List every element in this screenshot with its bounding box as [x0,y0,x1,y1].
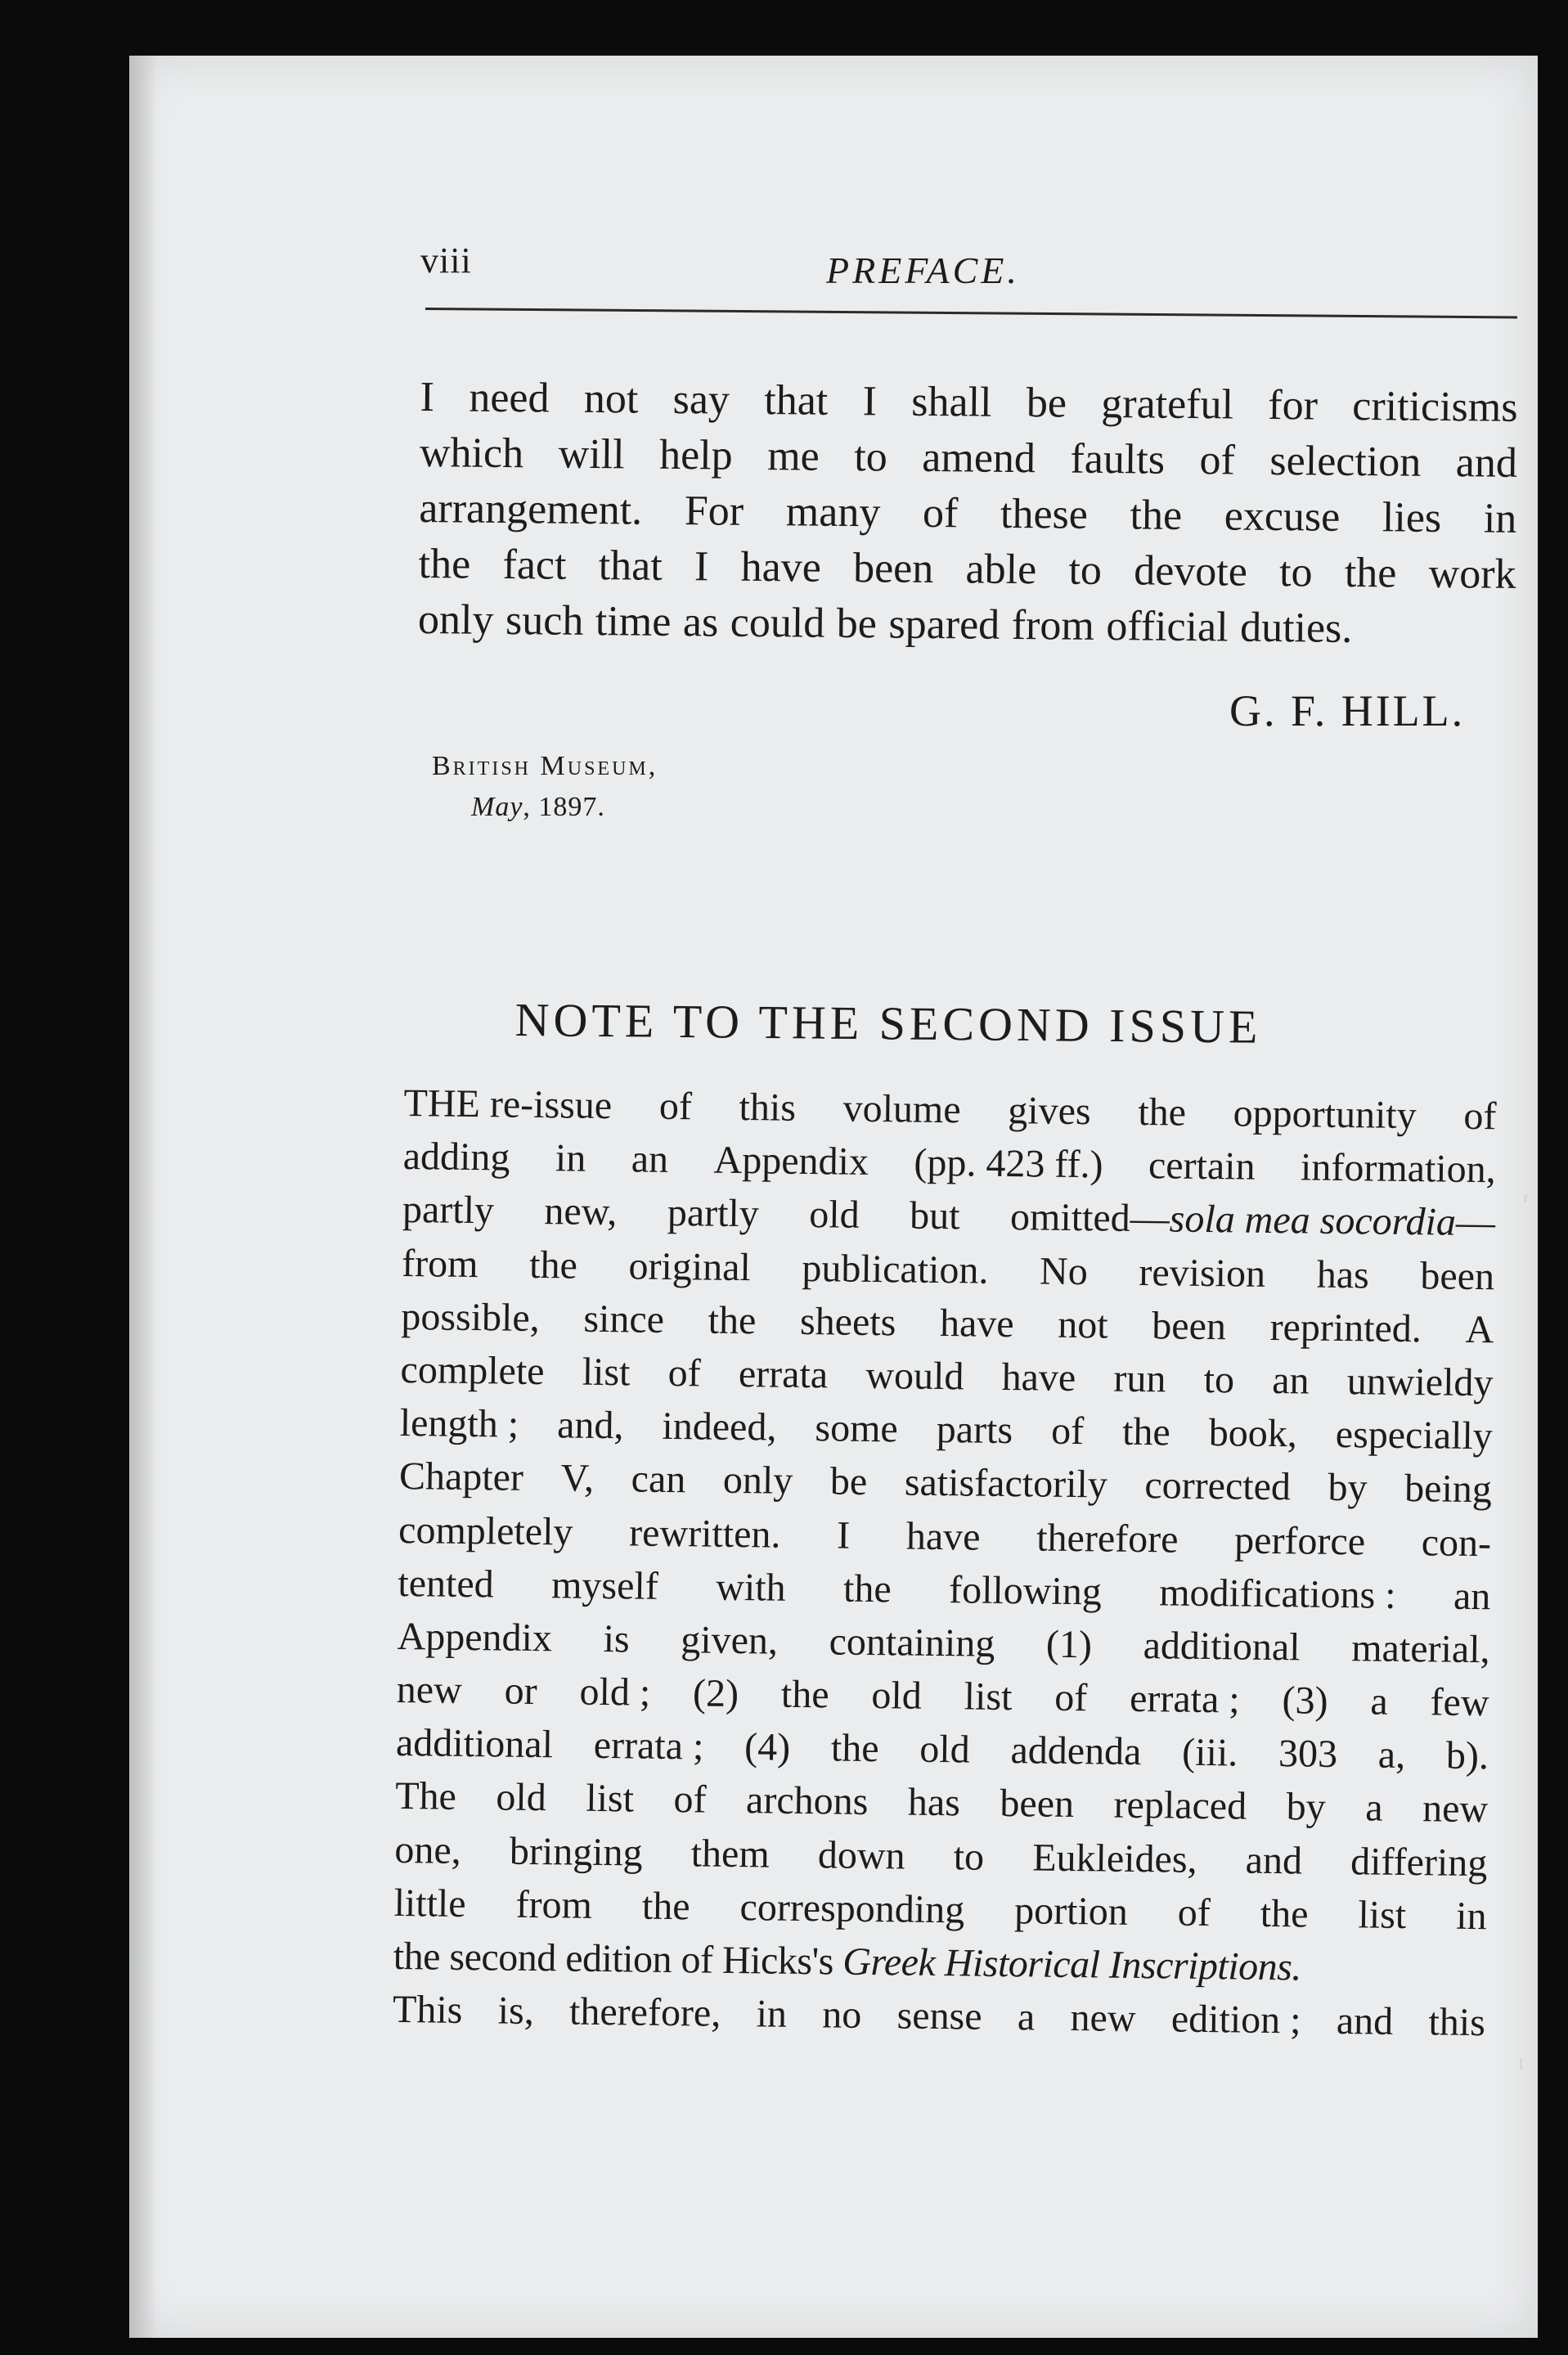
word: not [1058,1302,1108,1347]
word: list [582,1350,631,1395]
word: sense [896,1993,982,2038]
word: old [919,1728,971,1772]
word: of [922,489,959,537]
word: since [583,1297,665,1342]
word: faults [1070,435,1166,483]
word: by [1328,1466,1368,1510]
word: in [1455,1894,1487,1939]
word: the [1260,1891,1309,1936]
word: shall [911,378,992,426]
word: edition ; [1170,1997,1301,2043]
word: an [631,1137,669,1182]
author-signature: G. F. HILL. [1229,686,1466,735]
word: replaced [1113,1783,1247,1829]
word: modifications : [1158,1571,1396,1617]
word: material, [1350,1626,1490,1672]
word: work [1428,550,1516,598]
word: be [836,600,878,648]
word: the [1130,492,1183,539]
word: omitted—sola mea socordia— [1009,1195,1496,1245]
text-line [420,425,1518,492]
text-line [419,481,1517,547]
word: and [1245,1838,1303,1883]
word: this [1428,2000,1486,2045]
word: I [420,373,435,421]
word: only [722,1458,793,1503]
word: from [1011,601,1095,649]
page-number: viii [420,240,472,281]
word: This [392,1988,463,2033]
word: (pp. 423 ff.) [914,1140,1103,1187]
word: be [829,1459,868,1504]
word: fact [502,541,567,589]
word: partly [667,1191,760,1236]
word: these [1000,490,1089,538]
margin-mark [1520,2058,1522,2070]
word: be [1026,380,1067,427]
word: b). [1445,1733,1489,1778]
word: of [1054,1675,1088,1720]
word: of [673,1777,707,1822]
word: has [1316,1252,1370,1297]
header-rule [425,308,1517,318]
word: corrected [1144,1463,1292,1509]
word: say [672,375,730,424]
word: could [730,599,825,647]
word: tented [398,1561,495,1607]
word: to [1068,546,1103,595]
word: 303 [1278,1732,1338,1777]
word: bringing [509,1829,643,1875]
word: for [1268,381,1319,429]
word: book, [1208,1411,1298,1456]
word: been [852,545,934,593]
word: the [418,540,471,588]
word: grateful [1101,380,1234,429]
word: little [393,1881,466,1926]
word: especially [1335,1413,1494,1458]
word: down [817,1832,905,1878]
word: For [684,488,744,535]
word: selection [1269,437,1422,486]
word: some [815,1406,899,1451]
book-page [129,56,1538,2338]
word: old ; [579,1670,651,1715]
word: devote [1133,547,1248,595]
word: this [739,1085,797,1130]
word: complete [400,1347,545,1394]
word: The [394,1774,457,1819]
word: V, [560,1456,595,1501]
word: have [740,543,822,591]
word: would [865,1353,964,1399]
word: revision [1139,1250,1266,1296]
word: I [836,1513,851,1557]
word: one, [394,1827,462,1872]
word: in [1483,495,1517,542]
word: publication. [802,1246,989,1292]
word: (2) [692,1671,739,1716]
word: to [953,1834,985,1879]
word: many [785,488,881,537]
word: corresponding [739,1885,965,1932]
word: of [1199,437,1236,484]
word: in [756,1992,788,2036]
word: the [708,1298,757,1343]
word: gives [1008,1089,1091,1134]
word: not [583,375,639,423]
word: reprinted. [1269,1305,1422,1351]
word: duties. [1239,604,1353,652]
word: the [1344,549,1397,597]
text-line [418,537,1516,603]
section-heading: NOTE TO THE SECOND ISSUE [514,993,1262,1054]
word: an [1271,1358,1310,1403]
word: original [628,1243,752,1289]
word: official [1106,603,1229,651]
word: of [658,1084,693,1129]
signature-place: British Museum, [432,751,658,781]
word: that [764,377,829,425]
word: from [515,1882,593,1927]
running-title: PREFACE. [826,249,1020,291]
word: will [558,430,625,479]
word: an [1453,1574,1491,1618]
word: a [1370,1679,1389,1724]
word: a [1017,1995,1036,2039]
word: few [1430,1680,1489,1725]
word: is, [497,1989,535,2034]
word: me [766,433,820,480]
word: a, [1377,1733,1406,1777]
word: the second edition of Hicks's Greek Historical Inscriptions. [393,1934,1302,1989]
word: list [1358,1893,1407,1937]
word: I [862,378,878,425]
word: I [694,543,709,591]
word: in [555,1136,586,1180]
word: errata ; [1129,1676,1241,1722]
word: the [780,1672,829,1717]
word: list [964,1674,1013,1719]
word: therefore, [568,1989,721,2036]
word: of [667,1351,702,1395]
word: list [586,1777,635,1821]
signature-month: May [471,792,523,822]
word: given, [681,1618,779,1663]
word: have [905,1514,981,1559]
word: completely [398,1508,573,1554]
word: a [1364,1786,1383,1831]
word: Appendix [397,1614,553,1661]
word: certain [1148,1144,1256,1189]
word: have [939,1301,1014,1346]
word: is [603,1616,630,1661]
word: sheets [799,1299,896,1345]
word: differing [1350,1839,1488,1885]
word: following [948,1567,1103,1614]
word: been [1000,1782,1075,1827]
note-paragraph [393,1076,1497,2050]
word: additional [1143,1623,1301,1670]
word: opportunity [1233,1091,1417,1138]
word: the [842,1566,892,1611]
word: the [830,1726,879,1771]
word: information, [1300,1145,1497,1192]
word: excuse [1224,492,1341,541]
word: old [871,1674,923,1718]
word: unwieldy [1346,1360,1494,1405]
word: adding [402,1135,510,1180]
word: of [1177,1890,1211,1935]
word: (1) [1045,1622,1093,1667]
word: the [528,1243,578,1288]
word: that [598,542,663,590]
word: parts [936,1408,1013,1453]
word: THE re-issue [403,1081,613,1128]
word: amend [922,434,1036,483]
word: Appendix [713,1138,869,1184]
word: spared [888,600,1000,649]
word: myself [550,1562,659,1608]
word: the [641,1884,690,1929]
word: No [1039,1249,1089,1293]
word: possible, [401,1294,541,1340]
word: has [907,1781,961,1825]
signature-date [471,792,605,823]
word: from [401,1241,478,1286]
word: and [1455,439,1518,487]
word: can [631,1457,686,1502]
word: to [1278,549,1313,596]
word: of [1463,1094,1497,1139]
word: Chapter [398,1454,524,1500]
word: new [1422,1786,1489,1831]
word: and [1336,1999,1394,2044]
word: new [1070,1996,1136,2041]
word: but [909,1193,960,1238]
word: been [1152,1303,1227,1349]
word: portion [1013,1889,1129,1934]
word: additional [395,1721,554,1767]
word: A [1465,1307,1494,1352]
word: of [1050,1409,1085,1454]
word: as [682,599,719,646]
word: being [1404,1467,1493,1512]
word: old [809,1193,860,1238]
word: addenda [1010,1728,1142,1774]
word: errata ; [593,1724,704,1768]
word: archons [745,1778,869,1824]
margin-mark [1524,1194,1527,1202]
word: therefore [1036,1515,1179,1562]
word: need [469,374,550,422]
word: Eukleides, [1031,1836,1197,1881]
word: satisfactorily [904,1460,1108,1507]
word: to [854,434,888,481]
word: to [1203,1357,1235,1402]
word: help [658,431,733,479]
word: the [1138,1090,1187,1135]
word: the [1121,1409,1171,1454]
word: which [419,429,524,478]
word: criticisms [1352,382,1518,431]
word: with [715,1565,786,1610]
word: time [595,598,672,645]
word: length ; [399,1401,519,1446]
word: (iii. [1181,1730,1238,1775]
word: (4) [744,1725,791,1770]
word: containing [829,1620,995,1665]
word: such [505,597,584,645]
word: or [504,1669,537,1714]
word: errata [738,1351,829,1397]
word: old [496,1775,547,1820]
word: new, [544,1189,618,1234]
word: and, [556,1403,624,1448]
word: perforce [1233,1517,1366,1563]
word: (3) [1282,1679,1328,1723]
word: have [1001,1355,1076,1400]
word: new [396,1668,463,1712]
word: con- [1421,1520,1492,1565]
word: no [821,1993,862,2038]
word: them [690,1831,771,1876]
text-line [418,592,1516,658]
word: arrangement. [419,484,643,534]
word: lies [1382,494,1442,542]
word: volume [842,1086,961,1132]
word: been [1420,1253,1495,1298]
word: partly [402,1188,495,1233]
word: able [965,546,1037,594]
word: rewritten. [628,1510,781,1557]
word: run [1113,1356,1166,1401]
signature-year: , 1897. [523,792,605,822]
text-line [420,370,1518,436]
word: only [417,595,494,644]
word: by [1286,1785,1327,1830]
preface-paragraph [418,370,1518,658]
word: indeed, [662,1404,777,1449]
